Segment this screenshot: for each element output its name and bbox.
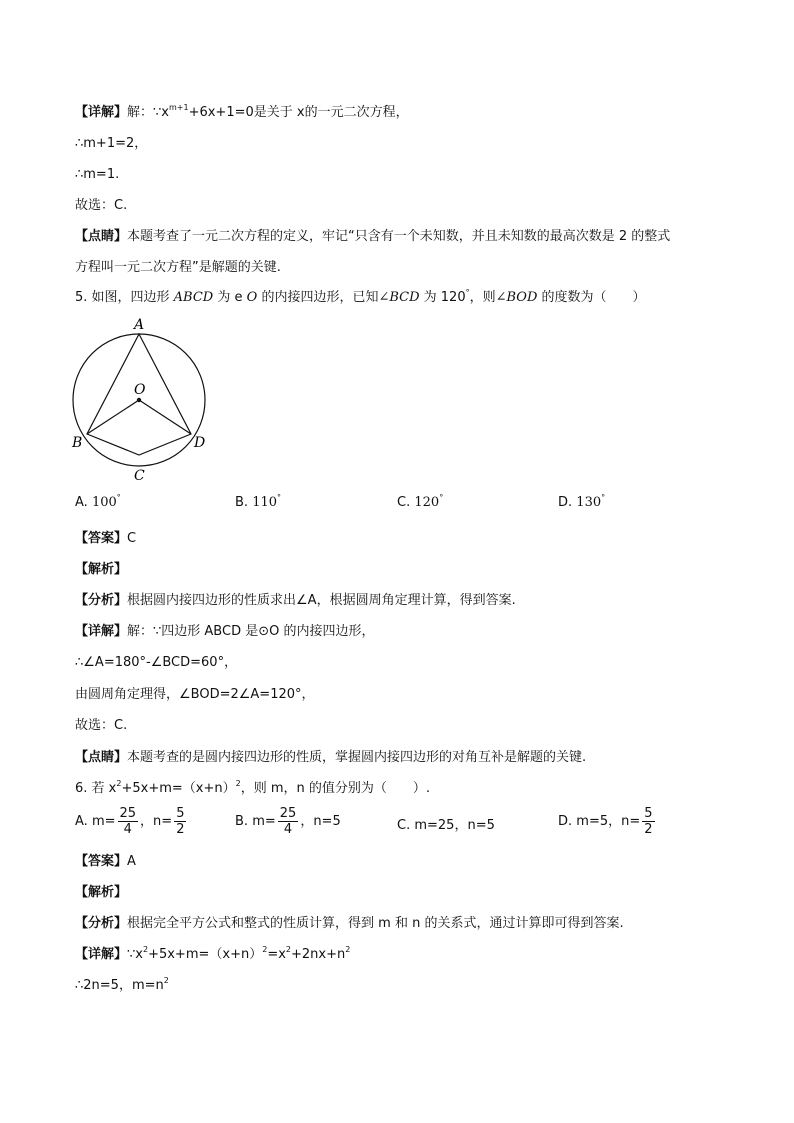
q4-comment-line-2: 方程叫一元二次方程”是解题的关键. bbox=[75, 260, 281, 275]
fraction-denominator: 2 bbox=[644, 822, 653, 837]
q6-step-1-text: ∴2n=5，m=n bbox=[75, 978, 164, 993]
q6-option-d[interactable] bbox=[558, 806, 657, 837]
q5-stem-d: 为 120 bbox=[419, 290, 466, 305]
q6-detail-a: ∵x bbox=[127, 947, 143, 962]
option-letter: A. bbox=[75, 495, 88, 510]
fenxi-tag: 【分析】 bbox=[75, 916, 128, 931]
q6-option-b[interactable] bbox=[235, 806, 341, 837]
q5-fenxi bbox=[75, 592, 516, 610]
q6-detail-b: +5x+m=（x+n） bbox=[148, 947, 263, 962]
q6-analysis-tag: 【解析】 bbox=[75, 885, 128, 900]
q5-stem-abcd: ABCD bbox=[173, 290, 214, 305]
comment-tag: 【点睛】 bbox=[75, 750, 128, 765]
detail-text: 解：∵四边形 ABCD 是⊙O 的内接四边形， bbox=[127, 624, 375, 639]
answer-value: C bbox=[127, 531, 137, 546]
q5-stem bbox=[75, 289, 646, 307]
option-degree: ° bbox=[601, 493, 606, 502]
option-separator: ，n= bbox=[140, 814, 173, 829]
comment-tag: 【点睛】 bbox=[75, 229, 128, 244]
answer-value: A bbox=[127, 854, 136, 869]
q6-stem-sq1: 2 bbox=[116, 779, 122, 788]
q6-fenxi bbox=[75, 915, 624, 933]
option-m-prefix: m= bbox=[252, 814, 276, 829]
label-b: B bbox=[72, 435, 83, 451]
option-tail: ，n=5 bbox=[300, 814, 341, 829]
segment-ob bbox=[87, 400, 139, 434]
option-m-prefix: m= bbox=[91, 814, 116, 829]
label-o: O bbox=[134, 382, 146, 398]
q5-option-c[interactable] bbox=[397, 494, 443, 512]
q4-detail-post: +6x+1=0是关于 x的一元二次方程， bbox=[188, 105, 409, 120]
option-letter: D. bbox=[558, 495, 573, 510]
q5-comment bbox=[75, 749, 586, 767]
answer-tag: 【答案】 bbox=[75, 531, 128, 546]
q5-option-d[interactable] bbox=[558, 494, 605, 512]
q5-stem-b: 为 e bbox=[213, 290, 247, 305]
option-value: 120 bbox=[414, 495, 440, 510]
option-letter: B. bbox=[235, 495, 249, 510]
segment-od bbox=[139, 400, 191, 434]
option-value: 100 bbox=[91, 495, 117, 510]
fraction-5-2 bbox=[174, 806, 186, 837]
fraction-numerator: 5 bbox=[176, 806, 185, 821]
q5-stem-o: O bbox=[246, 290, 258, 305]
fenxi-tag: 【分析】 bbox=[75, 593, 128, 608]
q5-step-1: ∴∠A=180°-∠BCD=60°， bbox=[75, 655, 238, 670]
q5-stem-f: 的度数为（ ） bbox=[537, 290, 646, 305]
fraction-numerator: 5 bbox=[644, 806, 653, 821]
q6-detail-sq4: 2 bbox=[345, 945, 351, 954]
detail-tag: 【详解】 bbox=[75, 105, 128, 120]
q4-step-2: ∴m=1. bbox=[75, 167, 120, 182]
option-degree: ° bbox=[439, 493, 444, 502]
q5-stem-bod: ∠BOD bbox=[495, 290, 538, 305]
center-point bbox=[137, 398, 141, 402]
option-prefix: m=5，n= bbox=[576, 814, 641, 829]
option-degree: ° bbox=[277, 493, 282, 502]
q4-detail-exponent: m+1 bbox=[168, 103, 189, 112]
fenxi-text: 根据圆内接四边形的性质求出∠A，根据圆周角定理计算，得到答案. bbox=[127, 593, 516, 608]
q6-stem-a: 6. 若 x bbox=[75, 781, 117, 796]
option-letter: D. bbox=[558, 814, 573, 829]
q4-comment-text-1: 本题考查了一元二次方程的定义，牢记“只含有一个未知数，并且未知数的最高次数是 2 的整式 bbox=[127, 229, 671, 244]
option-value: 130 bbox=[576, 495, 602, 510]
q6-detail-d: +2nx+n bbox=[291, 947, 346, 962]
option-degree: ° bbox=[116, 493, 121, 502]
q6-option-a[interactable] bbox=[75, 806, 188, 837]
q6-stem-c: ，则 m，n 的值分别为（ ）. bbox=[240, 781, 431, 796]
option-value: 110 bbox=[252, 495, 278, 510]
fraction-25-4 bbox=[118, 806, 139, 837]
q6-stem-b: +5x+m=（x+n） bbox=[121, 781, 236, 796]
q5-stem-e: ，则 bbox=[469, 290, 496, 305]
q5-stem-c: 的内接四边形，已知 bbox=[257, 290, 379, 305]
option-letter: C. bbox=[397, 818, 411, 833]
detail-tag: 【详解】 bbox=[75, 947, 128, 962]
fenxi-text: 根据完全平方公式和整式的性质计算，得到 m 和 n 的关系式，通过计算即可得到答案. bbox=[127, 916, 624, 931]
option-letter: A. bbox=[75, 814, 88, 829]
answer-tag: 【答案】 bbox=[75, 854, 128, 869]
q5-step-2: 由圆周角定理得，∠BOD=2∠A=120°， bbox=[75, 687, 315, 702]
q5-option-a[interactable] bbox=[75, 494, 121, 512]
fraction-numerator: 25 bbox=[119, 806, 137, 821]
q4-detail-line bbox=[75, 104, 409, 122]
label-a: A bbox=[134, 317, 145, 333]
fraction-denominator: 4 bbox=[123, 822, 132, 837]
q6-detail-sq1: 2 bbox=[142, 945, 149, 954]
option-letter: C. bbox=[397, 495, 411, 510]
option-letter: B. bbox=[235, 814, 249, 829]
q5-choice: 故选：C. bbox=[75, 718, 128, 733]
q4-step-1: ∴m+1=2， bbox=[75, 136, 148, 151]
q6-detail-sq3: 2 bbox=[285, 945, 291, 954]
detail-tag: 【详解】 bbox=[75, 624, 128, 639]
q6-stem-sq2: 2 bbox=[235, 779, 241, 788]
fraction-5-2 bbox=[642, 806, 654, 837]
q6-step-1-sq: 2 bbox=[163, 976, 169, 985]
q6-stem bbox=[75, 780, 430, 798]
fraction-numerator: 25 bbox=[279, 806, 297, 821]
fraction-denominator: 4 bbox=[283, 822, 293, 837]
q6-detail bbox=[75, 946, 350, 964]
option-text: m=25，n=5 bbox=[414, 818, 495, 833]
q5-stem-a: 5. 如图，四边形 bbox=[75, 290, 174, 305]
fraction-denominator: 2 bbox=[176, 822, 185, 837]
q5-option-b[interactable] bbox=[235, 494, 281, 512]
q5-answer bbox=[75, 530, 136, 548]
comment-text: 本题考查的是圆内接四边形的性质，掌握圆内接四边形的对角互补是解题的关键. bbox=[127, 750, 587, 765]
q6-step-1 bbox=[75, 977, 169, 995]
q5-detail bbox=[75, 623, 374, 641]
q4-choice: 故选：C. bbox=[75, 198, 128, 213]
q4-detail-pre: 解：∵x bbox=[127, 105, 169, 120]
circle-quadrilateral-figure bbox=[66, 312, 216, 487]
label-c: C bbox=[134, 468, 145, 484]
q6-option-c[interactable] bbox=[397, 817, 495, 835]
q5-analysis-tag: 【解析】 bbox=[75, 562, 128, 577]
q5-stem-bcd: ∠BCD bbox=[378, 290, 420, 305]
q6-detail-sq2: 2 bbox=[262, 945, 268, 954]
q6-detail-c: =x bbox=[267, 947, 286, 962]
label-d: D bbox=[194, 435, 206, 451]
fraction-25-4 bbox=[278, 806, 299, 837]
q5-stem-deg: ° bbox=[465, 288, 470, 297]
q6-answer bbox=[75, 853, 136, 871]
q4-comment-line-1 bbox=[75, 228, 670, 246]
